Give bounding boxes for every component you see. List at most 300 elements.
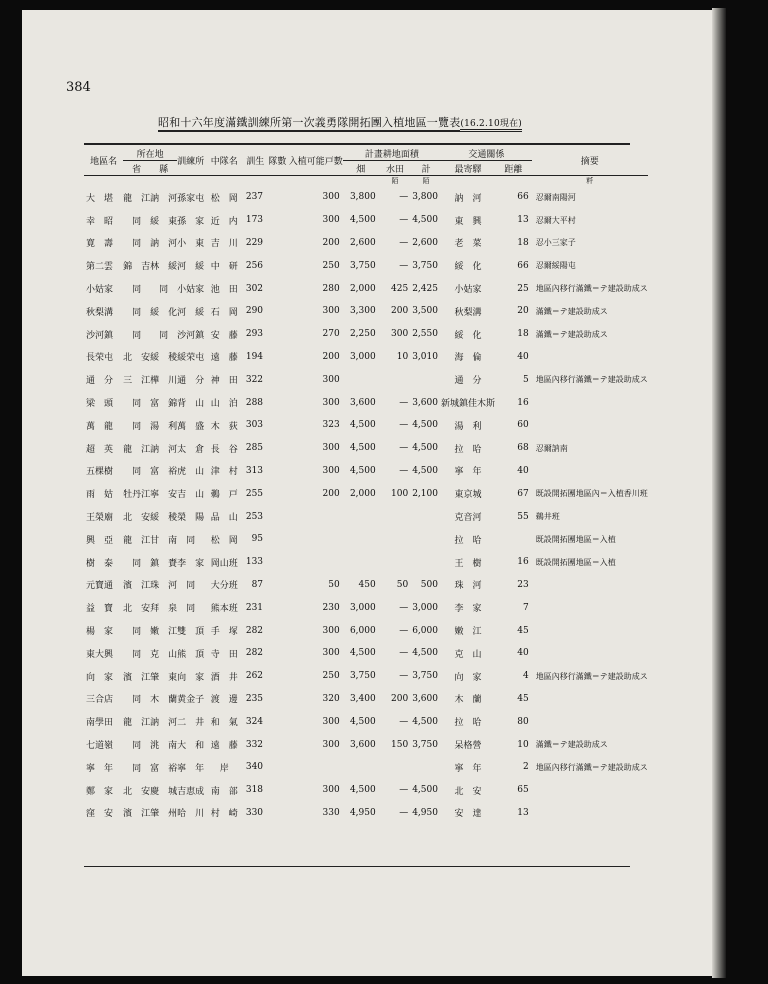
cell-paddy: — <box>399 397 409 408</box>
cell-trainees: 288 <box>245 397 264 408</box>
cell-empty <box>266 505 289 528</box>
cell-name: 元寶通 <box>86 581 114 592</box>
cell-empty <box>266 346 289 369</box>
cell-households: 250 <box>322 671 340 682</box>
cell-dist <box>495 528 532 551</box>
cell-head: 中 研 <box>210 262 238 273</box>
cell-empty <box>266 619 289 642</box>
cell-total <box>411 505 441 528</box>
hdr-center: 訓練所 <box>177 146 204 176</box>
cell-paddy: 425 <box>391 283 409 294</box>
cell-county: 綏 稜 <box>150 513 178 524</box>
cell-empty <box>266 528 289 551</box>
cell-empty <box>266 391 289 414</box>
cell-total: 3,010 <box>412 351 438 362</box>
cell-center: 二 井 <box>177 718 205 729</box>
cell-center: 背 山 <box>177 399 205 410</box>
title-date: (16.2.10現在) <box>460 116 522 130</box>
cell-paddy: 50 <box>396 579 409 590</box>
cell-paddy: — <box>399 648 409 659</box>
cell-field: 4,500 <box>349 648 376 659</box>
cell-trainees: 282 <box>245 648 264 659</box>
cell-center: 黄金子 <box>177 695 205 706</box>
cell-trainees: 237 <box>245 192 264 203</box>
unit-field: 陌 <box>391 177 399 185</box>
cell-prov: 同 <box>132 307 142 318</box>
cell-trainees: 293 <box>245 329 264 340</box>
table-row <box>84 710 768 733</box>
cell-county: 克 山 <box>150 649 178 660</box>
cell-note: 地區內移行滿鐵＝テ建設助成ス <box>535 762 648 772</box>
cell-county: 訥 河 <box>150 193 178 204</box>
cell-prov: 同 <box>132 239 142 250</box>
cell-station: 呆格營 <box>454 741 482 752</box>
cell-households: 323 <box>322 420 340 431</box>
cell-paddy <box>379 505 412 528</box>
cell-field: 2,000 <box>349 283 376 294</box>
cell-trainees: 262 <box>245 671 264 682</box>
table-row <box>84 528 768 551</box>
cell-center: 通 分 <box>177 376 205 387</box>
cell-total: 500 <box>420 579 438 590</box>
cell-empty <box>266 802 289 825</box>
cell-total: 3,500 <box>412 306 438 317</box>
bottom-rule <box>84 866 630 867</box>
cell-field: 3,000 <box>349 602 376 613</box>
cell-prov: 龍 江 <box>123 535 151 546</box>
cell-county: 綏 東 <box>150 216 178 227</box>
cell-center: 大 和 <box>177 741 205 752</box>
cell-prov: 龍 江 <box>123 444 151 455</box>
table-row <box>84 186 768 209</box>
cell-prov: 濱 江 <box>123 809 151 820</box>
cell-name: 寧 年 <box>86 763 114 774</box>
cell-station: 王 樹 <box>454 558 482 569</box>
cell-total: 4,500 <box>412 443 438 454</box>
cell-total: 3,750 <box>412 260 438 271</box>
cell-prov: 同 <box>132 421 142 432</box>
cell-head: 岸 <box>219 763 229 774</box>
cell-empty <box>266 254 289 277</box>
units-row <box>84 176 768 187</box>
cell-trainees: 95 <box>251 534 264 545</box>
cell-paddy <box>379 551 412 574</box>
cell-note: 滿鐵＝テ建設助成ス <box>535 740 608 750</box>
cell-households: 200 <box>322 351 340 362</box>
cell-empty <box>266 596 289 619</box>
cell-name: 益 寶 <box>86 604 114 615</box>
cell-dist: 66 <box>517 192 529 203</box>
cell-households: 300 <box>322 215 340 226</box>
cell-field: 2,000 <box>349 488 376 499</box>
cell-paddy: — <box>399 443 409 454</box>
hdr-paddy: 水田 <box>379 161 412 176</box>
cell-households: 300 <box>322 716 340 727</box>
cell-households <box>289 505 343 528</box>
cell-name: 大 堪 <box>86 193 114 204</box>
cell-name: 小姑家 <box>86 285 114 296</box>
cell-dist: 55 <box>517 511 529 522</box>
cell-empty <box>266 688 289 711</box>
cell-center: 雙 頂 <box>177 627 205 638</box>
cell-head: 岡山班 <box>210 558 238 569</box>
cell-field: 3,300 <box>349 306 376 317</box>
cell-head: 渡 邊 <box>210 695 238 706</box>
cell-prov: 同 <box>132 649 142 660</box>
cell-prov: 北 安 <box>123 513 151 524</box>
cell-head: 村 崎 <box>210 809 238 820</box>
cell-empty <box>266 277 289 300</box>
cell-total: 3,000 <box>412 602 438 613</box>
cell-head: 手 塚 <box>210 627 238 638</box>
cell-empty <box>266 642 289 665</box>
hdr-station: 最寄驛 <box>441 161 495 176</box>
table-row <box>84 505 768 528</box>
cell-trainees: 256 <box>245 260 264 271</box>
cell-trainees: 313 <box>245 465 264 476</box>
cell-field: 3,000 <box>349 351 376 362</box>
cell-trainees: 322 <box>245 374 264 385</box>
cell-total: 6,000 <box>412 625 438 636</box>
cell-center: 李 家 <box>177 558 205 569</box>
cell-center: 萬 盛 <box>177 421 205 432</box>
table-row <box>84 414 768 437</box>
cell-dist: 7 <box>522 602 529 613</box>
cell-head: 松 岡 <box>210 535 238 546</box>
cell-dist: 10 <box>517 739 529 750</box>
cell-head: 山 泊 <box>210 399 238 410</box>
table-row <box>84 733 768 756</box>
cell-county: 甘 南 <box>150 535 178 546</box>
cell-total: 4,500 <box>412 420 438 431</box>
cell-county: 珠 河 <box>150 581 178 592</box>
cell-empty <box>266 300 289 323</box>
cell-head: 長 谷 <box>210 444 238 455</box>
cell-note <box>532 574 648 597</box>
cell-name: 秋梨溝 <box>86 307 114 318</box>
cell-total: 4,500 <box>412 785 438 796</box>
cell-dist: 60 <box>517 420 529 431</box>
cell-trainees: 302 <box>245 283 264 294</box>
cell-households: 300 <box>322 625 340 636</box>
hdr-total: 計 <box>411 161 441 176</box>
cell-dist: 45 <box>517 693 529 704</box>
cell-station: 北 安 <box>454 786 482 797</box>
cell-field: 2,600 <box>349 237 376 248</box>
cell-total: 4,500 <box>412 215 438 226</box>
cell-dist: 25 <box>517 283 529 294</box>
cell-paddy: — <box>399 716 409 727</box>
cell-name: 沙河鎮 <box>86 330 114 341</box>
cell-prov: 同 <box>132 467 142 478</box>
cell-households: 230 <box>322 602 340 613</box>
cell-households: 300 <box>322 397 340 408</box>
table-row <box>84 391 768 414</box>
cell-head: 木 荻 <box>210 421 238 432</box>
cell-trainees: 173 <box>245 215 264 226</box>
cell-empty <box>266 414 289 437</box>
cell-note: 滿鐵＝テ建設助成ス <box>535 329 608 339</box>
cell-county: 林 綏 <box>150 262 178 273</box>
cell-center: 河 綏 <box>177 307 205 318</box>
cell-name: 窪 安 <box>86 809 114 820</box>
cell-county: 肇 東 <box>150 672 178 683</box>
cell-dist: 4 <box>522 671 529 682</box>
cell-field: 4,500 <box>349 465 376 476</box>
cell-head: 品 山 <box>210 513 238 524</box>
cell-total <box>411 756 441 779</box>
cell-center: 同 <box>186 604 196 615</box>
cell-trainees: 87 <box>251 579 264 590</box>
cell-paddy: — <box>399 420 409 431</box>
cell-center: 虎 山 <box>177 467 205 478</box>
cell-head: 熊本班 <box>210 604 238 615</box>
hdr-leader: 中隊名 <box>204 146 244 176</box>
cell-name: 王榮廟 <box>86 513 114 524</box>
cell-center: 吉 山 <box>177 490 205 501</box>
cell-note <box>532 802 648 825</box>
table-row <box>84 665 768 688</box>
cell-paddy: — <box>399 215 409 226</box>
cell-trainees: 318 <box>245 785 264 796</box>
cell-paddy: — <box>399 465 409 476</box>
cell-field: 4,500 <box>349 215 376 226</box>
cell-paddy <box>379 528 412 551</box>
cell-station: 克 山 <box>454 649 482 660</box>
cell-trainees: 324 <box>245 716 264 727</box>
cell-station: 東京城 <box>454 490 482 501</box>
cell-dist: 13 <box>517 215 529 226</box>
cell-head: 和 氣 <box>210 718 238 729</box>
cell-dist: 16 <box>517 397 529 408</box>
cell-households: 300 <box>322 465 340 476</box>
cell-county: 慶 城 <box>150 786 178 797</box>
table-row <box>84 460 768 483</box>
cell-center: 沙河鎮 <box>177 330 205 341</box>
cell-county: 肇 州 <box>150 809 178 820</box>
cell-note: 地區內移行滿鐵＝テ建設助成ス <box>535 671 648 681</box>
cell-note: 忍小三家子 <box>535 238 576 248</box>
cell-trainees: 340 <box>245 762 264 773</box>
hdr-county: 縣 <box>150 161 177 176</box>
cell-note <box>532 414 648 437</box>
table-row <box>84 437 768 460</box>
cell-prov: 錦 吉 <box>123 262 151 273</box>
cell-head: 吉 川 <box>210 239 238 250</box>
cell-empty <box>266 482 289 505</box>
cell-center: 吉恵成 <box>177 786 205 797</box>
table-row <box>84 619 768 642</box>
hdr-members: 隊數 <box>266 146 289 176</box>
cell-note <box>532 710 648 733</box>
cell-field <box>343 528 379 551</box>
cell-county: 訥 河 <box>150 444 178 455</box>
cell-station: 寧 年 <box>454 763 482 774</box>
cell-trainees: 330 <box>245 807 264 818</box>
cell-empty <box>266 323 289 346</box>
table-row <box>84 277 768 300</box>
cell-households: 200 <box>322 237 340 248</box>
cell-station: 安 達 <box>454 809 482 820</box>
cell-households <box>289 551 343 574</box>
cell-trainees: 303 <box>245 420 264 431</box>
cell-paddy: 300 <box>391 329 409 340</box>
cell-dist: 13 <box>517 807 529 818</box>
cell-note: 既設開拓團地區＝入植 <box>535 534 616 544</box>
cell-prov: 濱 江 <box>123 672 151 683</box>
cell-center: 哈 川 <box>177 809 205 820</box>
cell-prov: 同 <box>132 741 142 752</box>
cell-households: 320 <box>322 693 340 704</box>
cell-field: 4,500 <box>349 716 376 727</box>
cell-head: 松 岡 <box>210 193 238 204</box>
table-body <box>84 186 768 824</box>
cell-center: 寧 年 <box>177 763 205 774</box>
cell-households <box>289 756 343 779</box>
cell-note: 既設開拓團地區＝入植 <box>535 557 616 567</box>
cell-prov: 北 安 <box>123 604 151 615</box>
cell-county: 同 <box>159 285 169 296</box>
cell-total <box>411 528 441 551</box>
cell-trainees: 194 <box>245 351 264 362</box>
cell-note: 地區內移行滿鐵＝テ建設助成ス <box>535 284 648 294</box>
cell-head: 酒 井 <box>210 672 238 683</box>
cell-name: 超 英 <box>86 444 114 455</box>
cell-note: 忍爾訥南 <box>535 443 568 453</box>
cell-name: 通 分 <box>86 376 114 387</box>
cell-county: 訥 河 <box>150 239 178 250</box>
cell-prov: 同 <box>132 330 142 341</box>
cell-station: 新城鎮佳木斯 <box>440 399 495 410</box>
table-row <box>84 802 768 825</box>
cell-station: 湯 利 <box>454 421 482 432</box>
cell-households: 300 <box>322 443 340 454</box>
page-number: 384 <box>66 80 91 95</box>
header-row-1 <box>84 146 768 161</box>
cell-station: 拉 哈 <box>454 718 482 729</box>
cell-households: 330 <box>322 807 340 818</box>
cell-paddy: — <box>399 192 409 203</box>
cell-total: 4,500 <box>412 465 438 476</box>
cell-field: 6,000 <box>349 625 376 636</box>
cell-county: 綏 稜 <box>150 353 178 364</box>
cell-center: 向 家 <box>177 672 205 683</box>
cell-total: 3,800 <box>412 192 438 203</box>
cell-paddy: 100 <box>391 488 409 499</box>
table-row <box>84 482 768 505</box>
cell-county: 嫩 江 <box>150 627 178 638</box>
cell-station: 綏 化 <box>454 330 482 341</box>
cell-trainees: 133 <box>245 557 264 568</box>
hdr-district: 地區名 <box>84 146 123 176</box>
cell-county: 洮 南 <box>150 741 178 752</box>
cell-name: 幸 昭 <box>86 216 114 227</box>
cell-head: 遠 藤 <box>210 741 238 752</box>
cell-name: 向 家 <box>86 672 114 683</box>
cell-prov: 龍 江 <box>123 718 151 729</box>
cell-dist: 40 <box>517 465 529 476</box>
cell-station: 東 興 <box>454 216 482 227</box>
cell-name: 第二雲 <box>86 262 114 273</box>
cell-county: 樺 川 <box>150 376 178 387</box>
hdr-field: 畑 <box>343 161 379 176</box>
cell-station: 寧 年 <box>454 467 482 478</box>
cell-dist: 40 <box>517 351 529 362</box>
cell-station: 秋梨溝 <box>454 307 482 318</box>
cell-county: 寧 安 <box>150 490 178 501</box>
cell-note <box>532 346 648 369</box>
cell-name: 寛 壽 <box>86 239 114 250</box>
cell-note: 滿鐵＝テ建設助成ス <box>535 306 608 316</box>
table-row <box>84 756 768 779</box>
cell-county: 拜 泉 <box>150 604 178 615</box>
cell-field: 4,500 <box>349 420 376 431</box>
cell-households <box>289 528 343 551</box>
cell-station: 珠 河 <box>454 581 482 592</box>
cell-households: 50 <box>328 579 340 590</box>
cell-head: 南 部 <box>210 786 238 797</box>
cell-trainees: 332 <box>245 739 264 750</box>
cell-name: 三合店 <box>86 695 114 706</box>
cell-total: 3,750 <box>412 671 438 682</box>
cell-paddy: — <box>399 260 409 271</box>
cell-prov: 同 <box>132 399 142 410</box>
cell-trainees: 285 <box>245 443 264 454</box>
cell-note <box>532 642 648 665</box>
cell-empty <box>266 186 289 209</box>
table-row <box>84 232 768 255</box>
cell-prov: 同 <box>132 627 142 638</box>
hdr-households: 入植可能戸數 <box>289 146 343 176</box>
top-rule <box>84 143 630 145</box>
cell-total: 2,600 <box>412 237 438 248</box>
cell-center: 熊 頂 <box>177 649 205 660</box>
cell-empty <box>266 574 289 597</box>
cell-households: 250 <box>322 260 340 271</box>
hdr-location: 所在地 <box>123 146 177 161</box>
cell-county: 綏 化 <box>150 307 178 318</box>
cell-head: 石 岡 <box>210 307 238 318</box>
cell-prov: 同 <box>132 763 142 774</box>
cell-total: 2,425 <box>412 283 438 294</box>
cell-field: 3,800 <box>349 192 376 203</box>
cell-name: 楊 家 <box>86 627 114 638</box>
cell-note <box>532 596 648 619</box>
cell-head: 遠 藤 <box>210 353 238 364</box>
cell-prov: 同 <box>132 695 142 706</box>
cell-field <box>343 368 379 391</box>
cell-total: 3,600 <box>412 397 438 408</box>
cell-note: 忍爾綏陽屯 <box>535 261 576 271</box>
cell-note: 既設開拓團地區內＝入植香川班 <box>535 489 648 499</box>
cell-center: 同 <box>186 581 196 592</box>
cell-head: 神 田 <box>210 376 238 387</box>
cell-total: 4,950 <box>412 807 438 818</box>
cell-total <box>411 368 441 391</box>
cell-field <box>343 756 379 779</box>
hdr-trainees: 訓生 <box>244 146 266 176</box>
cell-station: 老 菜 <box>454 239 482 250</box>
cell-center: 河 綏 <box>177 262 205 273</box>
cell-station: 向 家 <box>454 672 482 683</box>
cell-dist: 45 <box>517 625 529 636</box>
cell-center: 孫家屯 <box>177 193 205 204</box>
cell-households: 200 <box>322 488 340 499</box>
cell-prov: 同 <box>132 285 142 296</box>
cell-empty <box>266 733 289 756</box>
cell-head: 池 田 <box>210 285 238 296</box>
cell-center: 同 <box>186 535 196 546</box>
